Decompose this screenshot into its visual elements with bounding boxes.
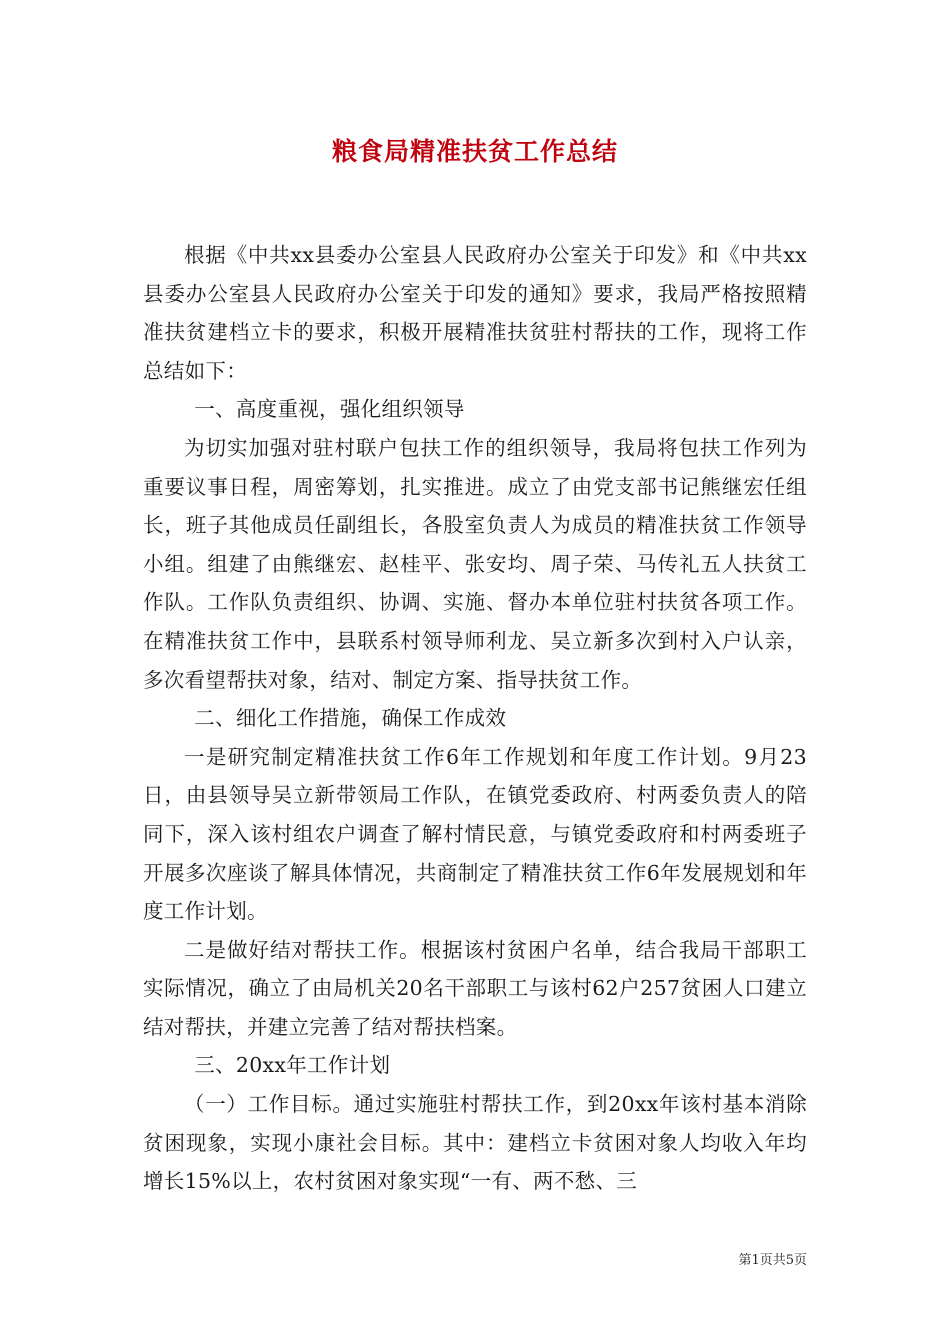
section-heading-1: 一、高度重视，强化组织领导 (194, 397, 465, 422)
paragraph-goals: （一）工作目标。通过实施驻村帮扶工作，到20xx年该村基本消除贫困现象，实现小康社会目标。其中：建档立卡贫困对象人均收入年均增长15%以上，农村贫困对象实现“一有、两不愁、三 (143, 1092, 807, 1194)
paragraph-pairing: 二是做好结对帮扶工作。根据该村贫困户名单，结合我局干部职工实际情况，确立了由局机关20名干部职工与该村62户257贫困人口建立结对帮扶，并建立完善了结对帮扶档案。 (143, 937, 807, 1039)
document-body (143, 236, 807, 1201)
paragraph-plan: 一是研究制定精准扶贫工作6年工作规划和年度工作计划。9月23日，由县领导吴立新带领局工作队，在镇党委政府、村两委负责人的陪同下，深入该村组农户调查了解村情民意，与镇党委政府和村两委班子开展多次座谈了解具体情况，共商制定了精准扶贫工作6年发展规划和年度工作计划。 (143, 744, 807, 924)
paragraph-organization: 为切实加强对驻村联户包扶工作的组织领导，我局将包扶工作列为重要议事日程，周密筹划，扎实推进。成立了由党支部书记熊继宏任组长，班子其他成员任副组长，各股室负责人为成员的精准扶贫工作领导小组。组建了由熊继宏、赵桂平、张安均、周子荣、马传礼五人扶贫工作队。工作队负责组织、协调、实施、督办本单位驻村扶贫各项工作。在精准扶贫工作中，县联系村领导师利龙、吴立新多次到村入户认亲，多次看望帮扶对象，结对、制定方案、指导扶贫工作。 (143, 435, 807, 692)
paragraph-intro: 根据《中共xx县委办公室县人民政府办公室关于印发》和《中共xx县委办公室县人民政府办公室关于印发的通知》要求，我局严格按照精准扶贫建档立卡的要求，积极开展精准扶贫驻村帮扶的工作，现将工作总结如下： (143, 243, 807, 383)
section-heading-2: 二、细化工作措施，确保工作成效 (194, 706, 507, 731)
document-title: 粮食局精准扶贫工作总结 (331, 137, 618, 166)
page-number: 第1页共5页 (738, 1253, 807, 1268)
section-heading-3: 三、20xx年工作计划 (194, 1053, 391, 1078)
